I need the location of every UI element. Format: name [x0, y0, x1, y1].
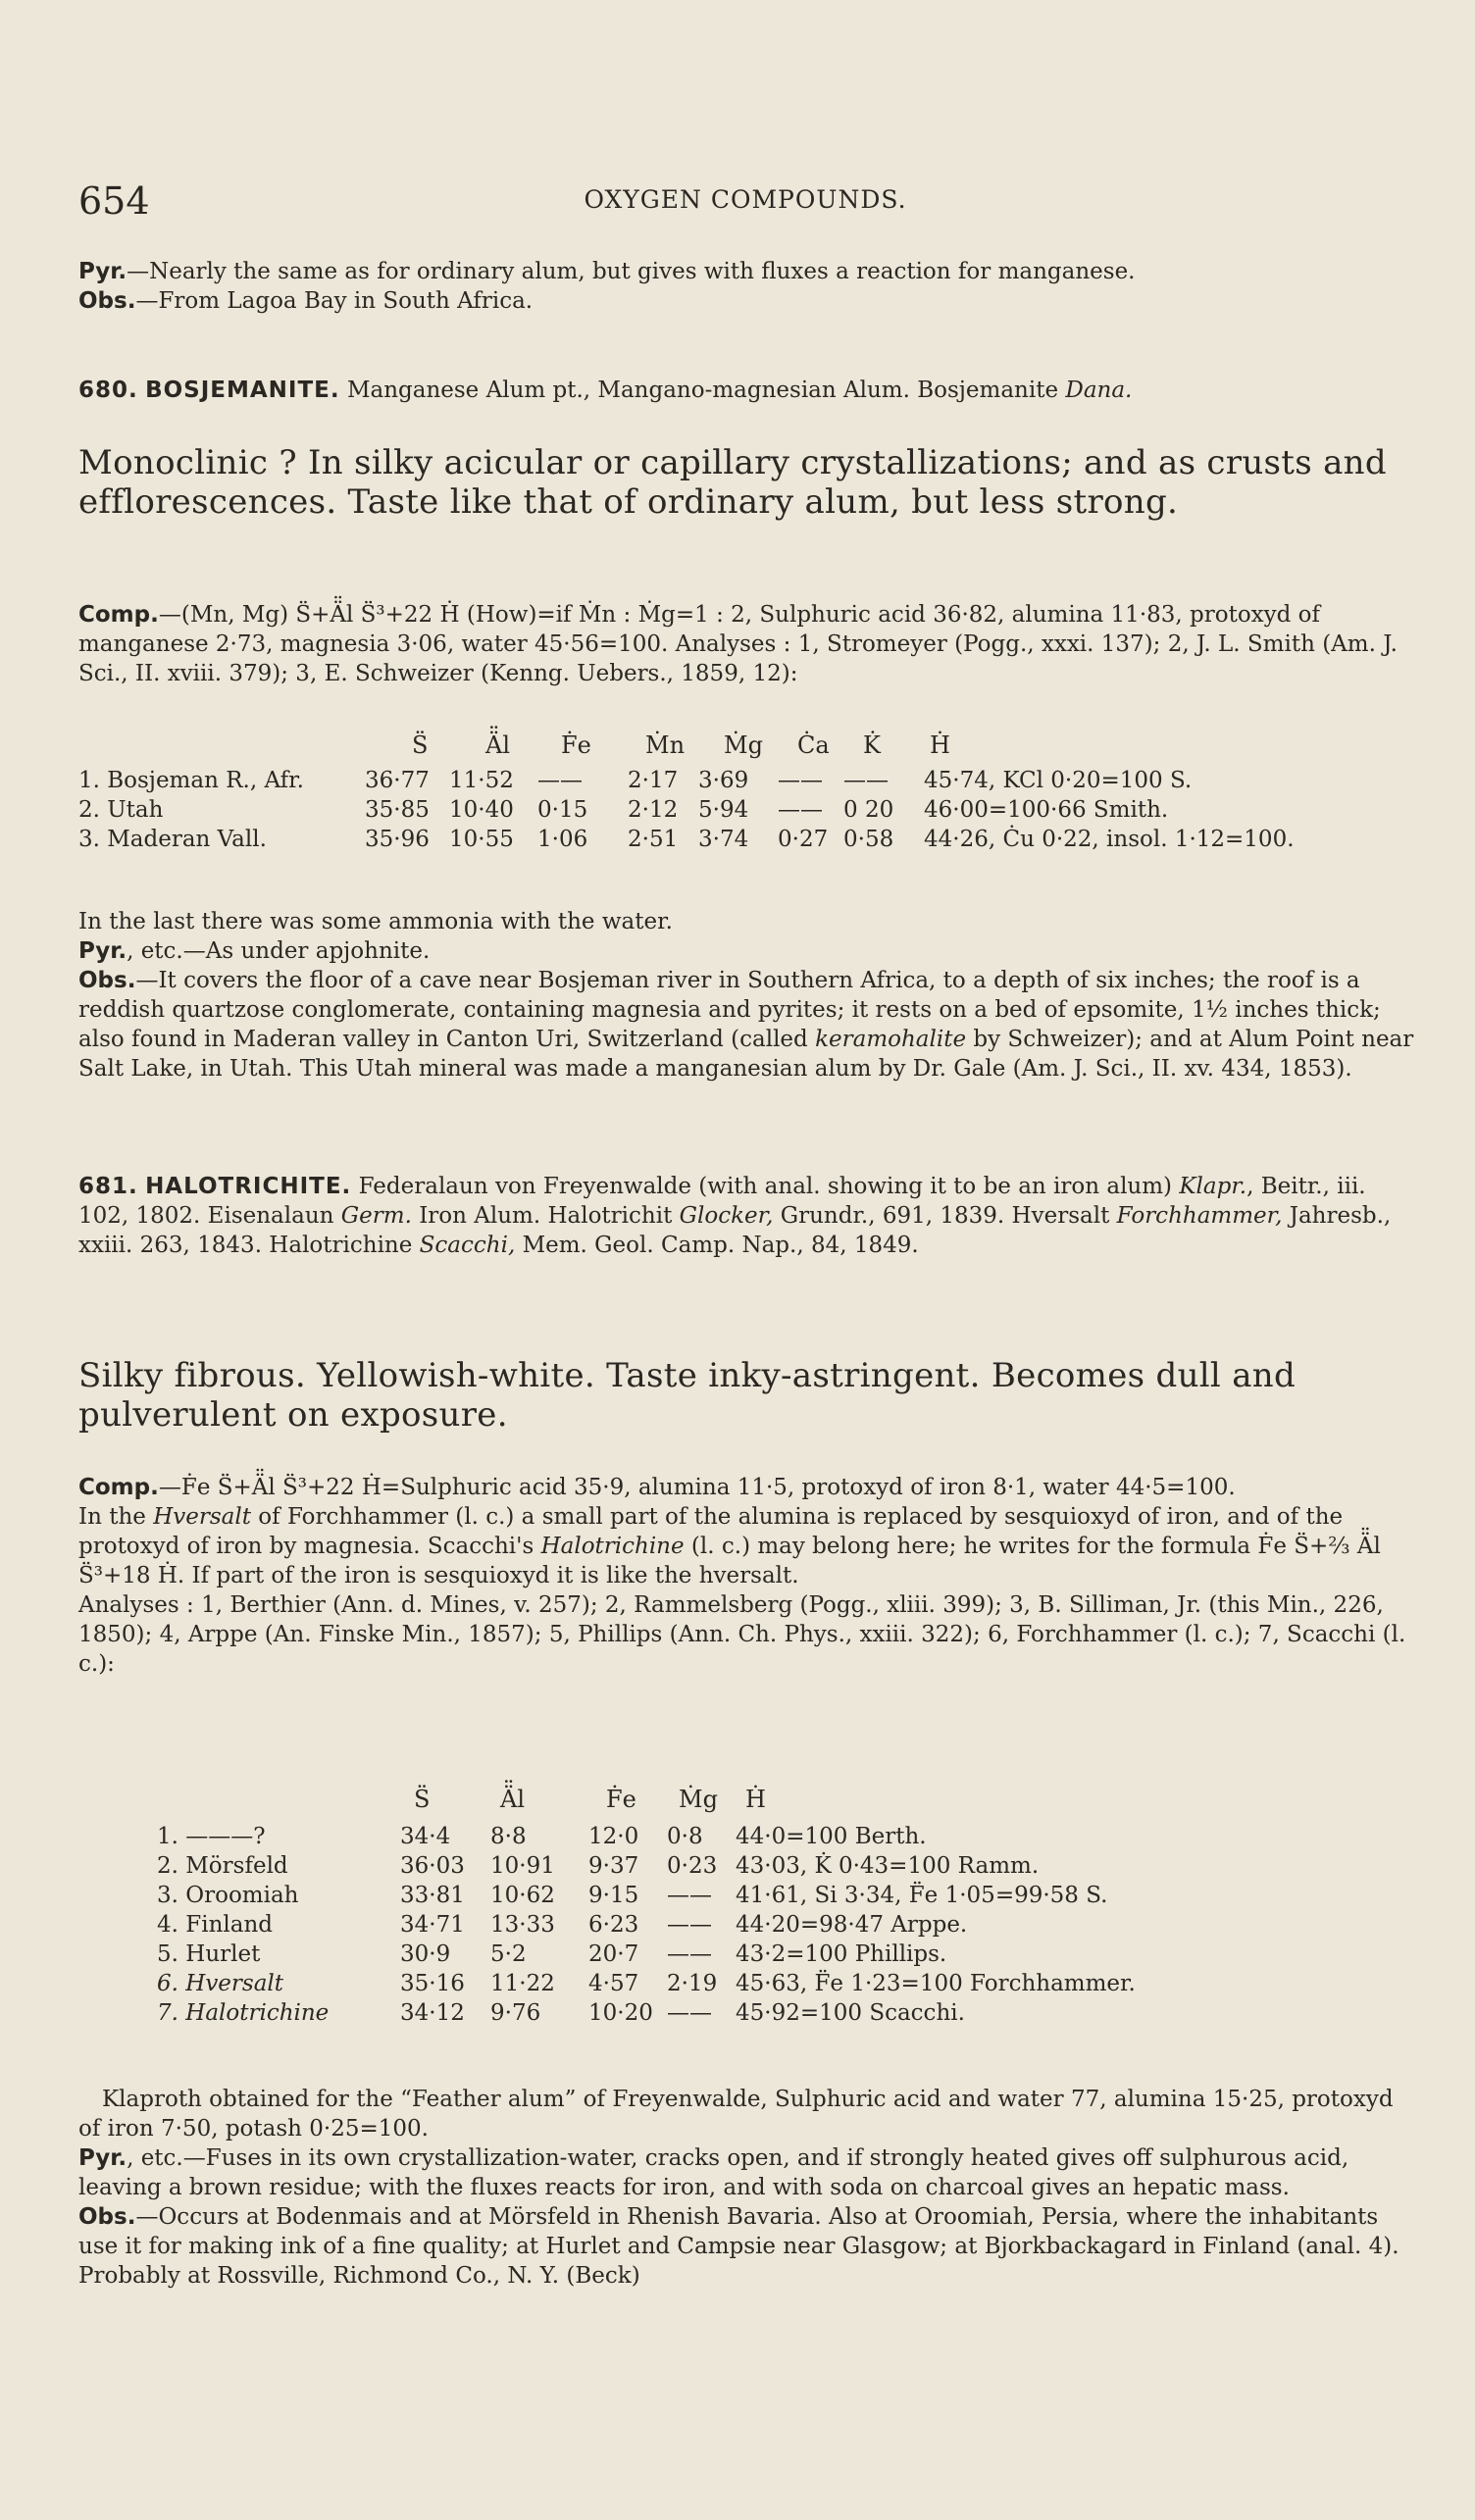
table-row: 5. Hurlet 30·9 5·2 20·7 —— 43·2=100 Phillips. [157, 1941, 947, 1967]
intro-obs: Obs.—From Lagoa Bay in South Africa. [78, 288, 534, 314]
bosjemanite-analysis-table [78, 731, 1432, 854]
table-row: 4. Finland 34·71 13·33 6·23 —— 44·20=98·47 Arppe. [157, 1912, 968, 1938]
entry-number: 681. [78, 1174, 138, 1199]
bosjemanite-pyr: Pyr., etc.—As under apjohnite. [78, 938, 431, 964]
table-row: 1. ———? 34·4 8·8 12·0 0·8 44·0=100 Berth. [157, 1824, 927, 1849]
table-row: 3. Maderan Vall. 35·96 10·55 1·06 2·51 3·74 0·27 0·58 44·26, Ċu 0·22, insol. 1·12=100. [78, 827, 1295, 852]
entry-author: Dana. [1065, 378, 1133, 403]
bosjemanite-notes [78, 907, 1414, 1084]
intro-block [78, 257, 1414, 316]
table-row: 7. Halotrichine 34·12 9·76 10·20 —— 45·92=100 Scacchi. [157, 2000, 965, 2026]
table-row: 2. Mörsfeld 36·03 10·91 9·37 0·23 43·03, K̇ 0·43=100 Ramm. [157, 1853, 1040, 1879]
halotrichite-description: Silky fibrous. Yellowish-white. Taste inky-astringent. Becomes dull and pulverulent on exposure. [78, 1356, 1297, 1435]
halotrichite-comp [78, 1473, 1414, 1679]
table-row: 3. Oroomiah 33·81 10·62 9·15 —— 41·61, Si 3·34, F̈e 1·05=99·58 S. [157, 1883, 1108, 1908]
entry-name: BOSJEMANITE. [145, 378, 340, 403]
ammonia-note: In the last there was some ammonia with the water. [78, 909, 673, 934]
bosjemanite-description: Monoclinic ? In silky acicular or capillary crystallizations; and as crusts and efflorescences. Taste like that of ordinary alum, but less strong. [78, 443, 1387, 522]
halotrichite-comp-formula: Comp.—Ḟe S̈+Ä̈l S̈³+22 Ḣ=Sulphuric acid 35·9, alumina 11·5, protoxyd of iron 8·1, water 44·5=100. [78, 1475, 1236, 1500]
page-number: 654 [78, 179, 150, 223]
halotrichite-notes [78, 2085, 1414, 2291]
table-header: S̈ Ä̈l Ḟe Ṁg Ḣ [414, 1786, 766, 1813]
table-header: S̈ Ä̈l Ḟe Ṁn Ṁg Ċa K̇ Ḣ [412, 731, 950, 759]
klaproth-note: Klaproth obtained for the “Feather alum” of Freyenwalde, Sulphuric acid and water 77, alumina 15·25, protoxyd of iron 7·50, potash 0·25=100. [78, 2087, 1394, 2142]
entry-name: HALOTRICHITE. [145, 1174, 352, 1199]
bosjemanite-heading [78, 376, 1414, 405]
table-row: 6. Hversalt 35·16 11·22 4·57 2·19 45·63, F̈e 1·23=100 Forchhammer. [157, 1971, 1136, 1996]
halotrichite-obs: Obs.—Occurs at Bodenmais and at Mörsfeld in Rhenish Bavaria. Also at Oroomiah, Persia, where the inhabitants use it for making ink of a fine quality; at Hurlet and Campsie near Glasgow; at Bjorkbackagard in Finland (anal. 4). Probably at Rossville, Richmond Co., N. Y. (Beck) [78, 2204, 1399, 2289]
analyses-sources: Analyses : 1, Berthier (Ann. d. Mines, v. 257); 2, Rammelsberg (Pogg., xliii. 399); 3, B. Silliman, Jr. (this Min., 226, 1850); 4, Arppe (An. Finske Min., 1857); 5, Phillips (Ann. Ch. Phys., xxiii. 322); 6, Forchhammer (l. c.); 7, Scacchi (l. c.): [78, 1592, 1406, 1677]
running-title: OXYGEN COMPOUNDS. [584, 185, 907, 214]
halotrichite-heading: 681. HALOTRICHITE. Federalaun von Freyenwalde (with anal. showing it to be an iron alum) Klapr., Beitr., iii. 102, 1802. Eisenalaun Germ. Iron Alum. Halotrichit Glocker, Grundr., 691, 1839. Hversalt Forchhammer, Jahresb., xxiii. 263, 1843. Halotrichine Scacchi, Mem. Geol. Camp. Nap., 84, 1849. [78, 1174, 1392, 1258]
entry-number: 680. [78, 378, 138, 403]
intro-pyr: Pyr.—Nearly the same as for ordinary alum, but gives with fluxes a reaction for manganese. [78, 259, 1136, 284]
entry-synonyms: Manganese Alum pt., Mangano-magnesian Alum. Bosjemanite [346, 378, 1059, 403]
halotrichite-pyr: Pyr., etc.—Fuses in its own crystallization-water, cracks open, and if strongly heated gives off sulphurous acid, leaving a brown residue; with the fluxes reacts for iron, and with soda on charcoal gives an hepatic mass. [78, 2145, 1349, 2200]
table-row: 2. Utah 35·85 10·40 0·15 2·12 5·94 —— 0 20 46·00=100·66 Smith. [78, 797, 1169, 823]
halotrichite-analysis-table [157, 1785, 1373, 2028]
bosjemanite-comp: Comp.—(Mn, Mg) S̈+Ä̈l S̈³+22 Ḣ (How)=if Ṁn : Ṁg=1 : 2, Sulphuric acid 36·82, alumina 11·83, protoxyd of manganese 2·73, magnesia 3·06, water 45·56=100. Analyses : 1, Stromeyer (Pogg., xxxi. 137); 2, J. L. Smith (Am. J. Sci., II. xviii. 379); 3, E. Schweizer (Kenng. Uebers., 1859, 12): [78, 602, 1398, 686]
hversalt-note: In the Hversalt of Forchhammer (l. c.) a small part of the alumina is replaced by sesquioxyd of iron, and of the protoxyd of iron by magnesia. Scacchi's Halotrichine (l. c.) may belong here; he writes for the formula Ḟe S̈+⅔ Ä̈l S̈³+18 Ḣ. If part of the iron is sesquioxyd it is like the hversalt. [78, 1504, 1381, 1588]
page-header [78, 179, 1412, 223]
bosjemanite-obs: Obs.—It covers the floor of a cave near Bosjeman river in Southern Africa, to a depth of six inches; the roof is a reddish quartzose conglomerate, containing magnesia and pyrites; it rests on a bed of epsomite, 1½ inches thick; also found in Maderan valley in Canton Uri, Switzerland (called keramohalite by Schweizer); and at Alum Point near Salt Lake, in Utah. This Utah mineral was made a manganesian alum by Dr. Gale (Am. J. Sci., II. xv. 434, 1853). [78, 968, 1414, 1082]
table-row: 1. Bosjeman R., Afr. 36·77 11·52 —— 2·17 3·69 —— —— 45·74, KCl 0·20=100 S. [78, 768, 1193, 793]
